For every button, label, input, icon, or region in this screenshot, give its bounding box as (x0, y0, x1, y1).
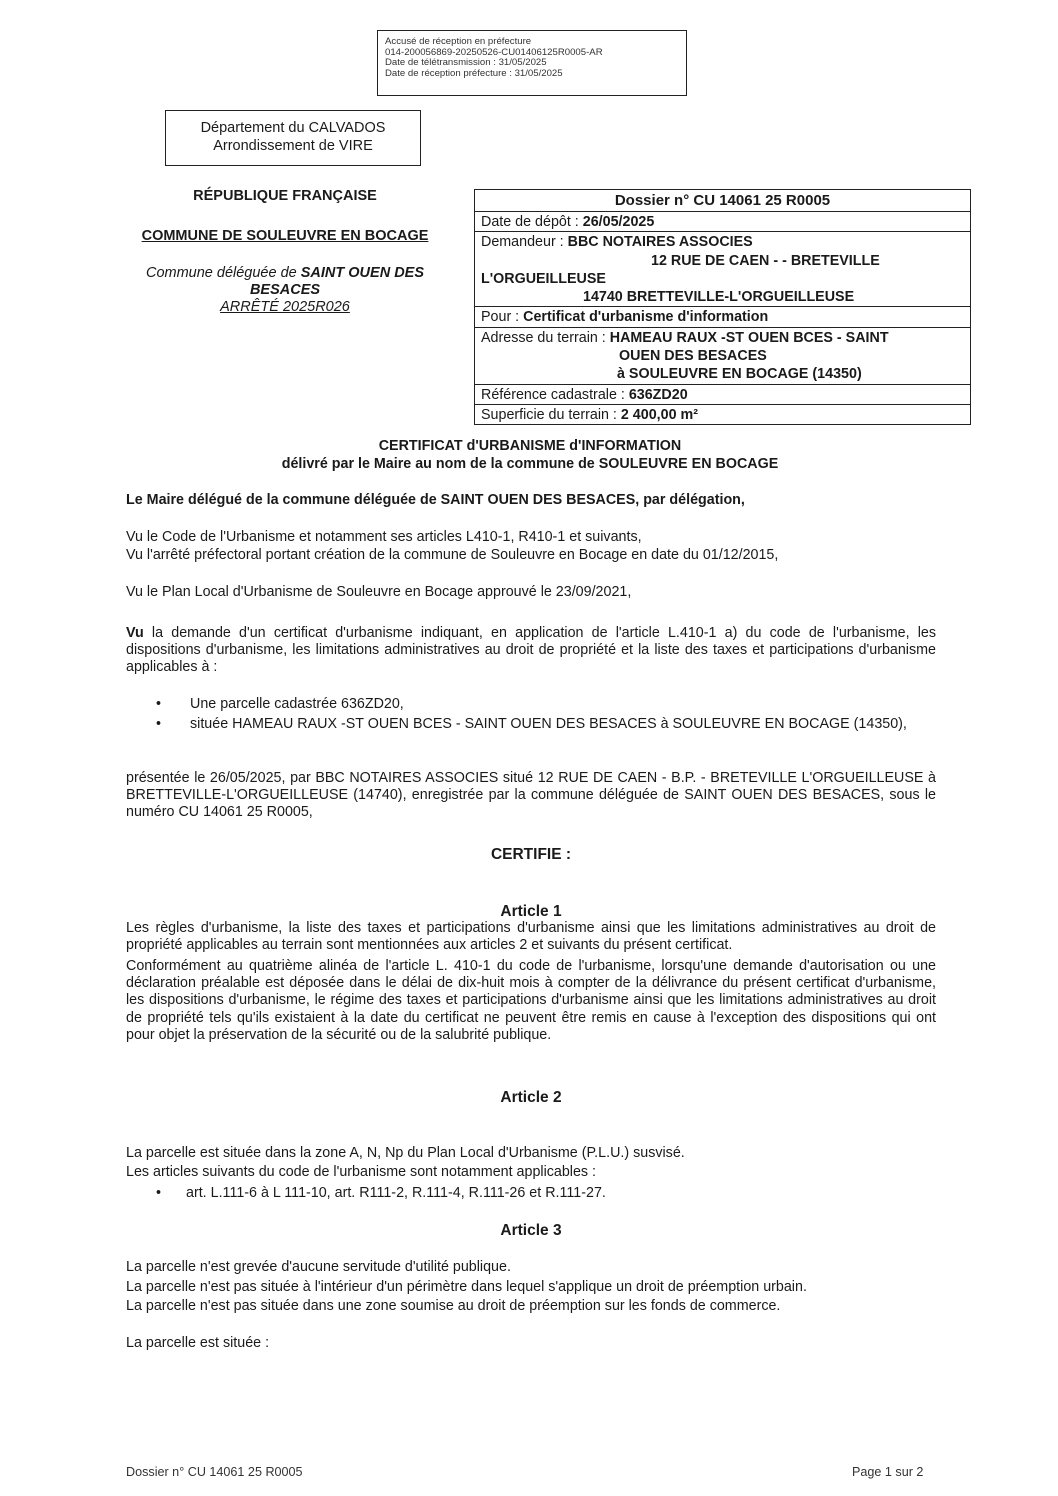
vu-paragraph: Vu l'arrêté préfectoral portant création de la commune de Souleuvre en Bocage en date du 01/12/2015, (126, 547, 779, 563)
article-3-paragraph: La parcelle n'est pas située dans une zone soumise au droit de préemption sur les fonds de commerce. (126, 1298, 781, 1314)
article-1-paragraph: Les règles d'urbanisme, la liste des taxes et participations d'urbanisme ainsi que les limitations administratives au droit de propriété applicables au terrain sont mentionnées aux articles 2 et suivants du présent certificat. (126, 920, 936, 954)
deposit-value: 26/05/2025 (582, 214, 655, 230)
arrete-number: ARRÊTÉ 2025R026 (220, 299, 350, 315)
stamp-line: 014-200056869-20250526-CU01406125R0005-AR (385, 46, 603, 58)
article-1-paragraph: Conformément au quatrième alinéa de l'article L. 410-1 du code de l'urbanisme, lorsqu'une demande d'autorisation ou une déclaration préalable est déposée dans le délai de dix-huit mois à compter de la délivrance du présent certificat d'urbanisme, les dispositions d'urbanisme, le régime des taxes et participations d'urbanisme ainsi que les limitations administratives au droit de propriété tels qu'ils existaient à la date du certificat ne peuvent être remis en cause à l'exception des dispositions qui ont pour objet la préservation de la sécurité ou de la salubrité publique. (126, 958, 936, 1043)
article-2-paragraph: Les articles suivants du code de l'urbanisme sont notamment applicables : (126, 1164, 597, 1180)
certifie-heading: CERTIFIE : (490, 846, 572, 863)
arrondissement-name: Arrondissement de VIRE (213, 138, 373, 154)
purpose-value: Certificat d'urbanisme d'information (523, 309, 769, 326)
presented-paragraph: présentée le 26/05/2025, par BBC NOTAIRES ASSOCIES situé 12 RUE DE CAEN - B.P. - BRETEVILLE L'ORGUEILLEUSE à BRETTEVILLE-L'ORGUEILLEUSE (14740), enregistrée par la commune déléguée de SAINT OUEN DES BESACES, sous le numéro CU 14061 25 R0005, (126, 770, 936, 821)
list-item-text: Une parcelle cadastrée 636ZD20, (190, 696, 404, 712)
republic-heading: RÉPUBLIQUE FRANÇAISE (193, 188, 377, 204)
commune-heading: COMMUNE DE SOULEUVRE EN BOCAGE (141, 228, 429, 244)
article-3-paragraph: La parcelle n'est pas située à l'intérieur d'un périmètre dans lequel s'applique un droit de préemption urbain. (126, 1279, 807, 1295)
deposit-label: Date de dépôt : (481, 214, 583, 230)
stamp-line: Date de télétransmission : 31/05/2025 (385, 57, 547, 69)
list-item (156, 696, 936, 713)
list-item (156, 1185, 936, 1202)
vu-paragraph: Vu le Code de l'Urbanisme et notamment ses articles L410-1, R410-1 et suivants, (126, 529, 642, 545)
footer-page-number: Page 1 sur 2 (852, 1465, 924, 1479)
bullet-icon: • (156, 696, 162, 712)
purpose-label: Pour : (481, 309, 524, 326)
delegated-commune (120, 265, 450, 316)
certificate-title (120, 437, 940, 473)
reception-stamp (377, 30, 687, 96)
area-row (475, 404, 970, 424)
area-label: Superficie du terrain : (481, 406, 621, 423)
dossier-box (474, 189, 971, 425)
land-value: OUEN DES BESACES (619, 348, 767, 365)
stamp-line: Date de réception préfecture : 31/05/2025 (385, 67, 563, 79)
applicant-address: 12 RUE DE CAEN - - BRETEVILLE (651, 252, 880, 269)
cadastral-label: Référence cadastrale : (481, 386, 629, 403)
certificate-title-line: CERTIFICAT d'URBANISME d'INFORMATION (378, 438, 682, 454)
department-name: Département du CALVADOS (200, 120, 386, 136)
certificate-subtitle: délivré par le Maire au nom de la commune de SOULEUVRE EN BOCAGE (281, 456, 779, 472)
applicant-address: 14740 BRETTEVILLE-L'ORGUEILLEUSE (583, 289, 855, 306)
mayor-text: Le Maire délégué de la commune déléguée de SAINT OUEN DES BESACES, par délégation, (126, 492, 745, 508)
list-item-text: art. L.111-6 à L 111-10, art. R111-2, R.111-4, R.111-26 et R.111-27. (186, 1185, 606, 1201)
applicant-address: L'ORGUEILLEUSE (481, 270, 606, 287)
cadastral-row (475, 384, 970, 404)
deposit-date-row (475, 211, 970, 231)
delegated-prefix: Commune déléguée de (145, 265, 301, 281)
vu-paragraph: Vu le Plan Local d'Urbanisme de Souleuvre en Bocage approuvé le 23/09/2021, (126, 584, 632, 600)
mayor-statement (126, 492, 936, 509)
delegated-name: SAINT OUEN DES BESACES (249, 265, 425, 298)
article-2-paragraph: La parcelle est située dans la zone A, N, Np du Plan Local d'Urbanisme (P.L.U.) susvisé. (126, 1145, 685, 1161)
bullet-icon: • (156, 716, 162, 732)
applicant-row (475, 231, 970, 306)
dossier-title: Dossier n° CU 14061 25 R0005 (614, 192, 831, 209)
article-3-paragraph: La parcelle n'est grevée d'aucune servitude d'utilité publique. (126, 1259, 511, 1275)
list-item (156, 716, 936, 733)
applicant-name: BBC NOTAIRES ASSOCIES (567, 234, 753, 251)
vu-lead: Vu (126, 625, 144, 641)
article-1-title: Article 1 (500, 903, 562, 920)
vu-request-paragraph (126, 625, 936, 677)
land-value: à SOULEUVRE EN BOCAGE (14350) (617, 366, 862, 383)
list-item-text: située HAMEAU RAUX -ST OUEN BCES - SAINT OUEN DES BESACES à SOULEUVRE EN BOCAGE (14350), (190, 716, 907, 732)
stamp-line: Accusé de réception en préfecture (385, 36, 532, 47)
department-box (165, 110, 421, 166)
footer-dossier: Dossier n° CU 14061 25 R0005 (126, 1465, 303, 1479)
area-value: 2 400,00 m² (620, 406, 698, 423)
bullet-icon: • (156, 1185, 162, 1201)
land-address-row (475, 327, 970, 384)
article-3-title: Article 3 (500, 1222, 562, 1239)
purpose-row (475, 306, 970, 326)
article-3-paragraph: La parcelle est située : (126, 1335, 270, 1351)
land-value: HAMEAU RAUX -ST OUEN BCES - SAINT (609, 329, 889, 346)
land-label: Adresse du terrain : (481, 329, 610, 346)
vu-request-text: la demande d'un certificat d'urbanisme indiquant, en application de l'article L.410-1 a) du code de l'urbanisme, les dispositions d'urbanisme, les limitations administratives au droit de propriété et la liste des taxes et participations d'urbanisme applicables à : (126, 625, 936, 676)
article-2-title: Article 2 (500, 1089, 562, 1106)
applicant-label: Demandeur : (481, 234, 568, 251)
cadastral-value: 636ZD20 (628, 386, 688, 403)
